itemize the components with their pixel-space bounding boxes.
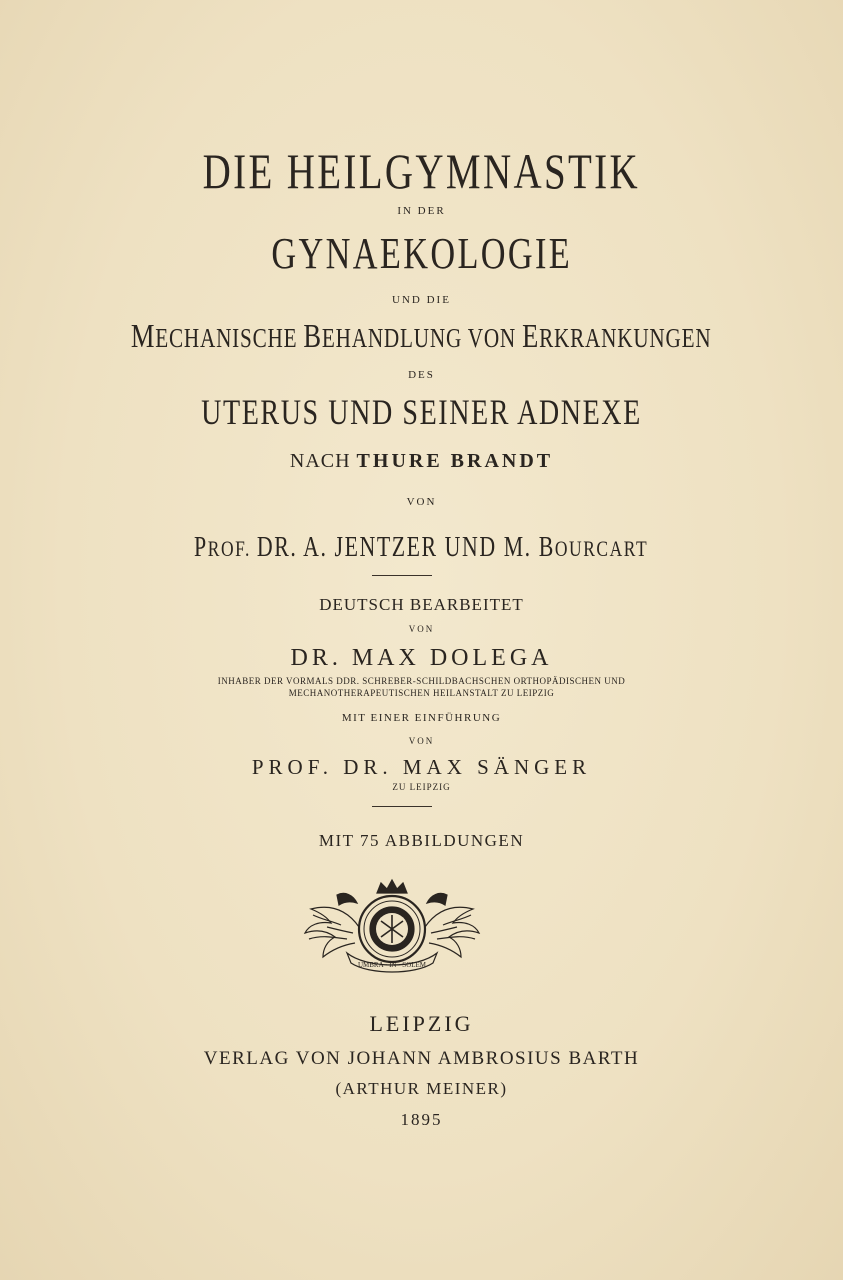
divider-rule (372, 806, 432, 807)
authors-part: ROF. (208, 536, 258, 561)
introduction-author: PROF. DR. MAX SÄNGER (251, 755, 592, 779)
initial-m: M (131, 318, 156, 355)
title-line-4: UTERUS UND SEINER ADNEXE (201, 392, 642, 432)
initial-e: E (522, 318, 540, 355)
deutsch-bearbeitet: DEUTSCH BEARBEITET (319, 595, 524, 614)
brandt-name: THURE BRANDT (356, 450, 554, 472)
divider-rule (372, 575, 432, 576)
von-label: VON (406, 496, 437, 508)
initial-p: P (194, 532, 209, 563)
title-line-3-part: RKRANKUNGEN (539, 323, 712, 353)
initial-b: B (303, 318, 323, 355)
publisher-city: LEIPZIG (369, 1011, 474, 1036)
title-line-3-part: EHANDLUNG VON (322, 323, 523, 353)
title-brandt (0, 451, 843, 471)
authors-part: DR. A. JENTZER UND M. (257, 532, 540, 563)
editor-affiliation-line-1: INHABER DER VORMALS DDR. SCHREBER-SCHILDBACHSCHEN ORTHOPÄDISCHEN UND (217, 676, 626, 686)
publication-year: 1895 (400, 1110, 443, 1129)
und-die-label: UND DIE (392, 294, 451, 306)
authors (0, 534, 843, 562)
editor-von-label: VON (408, 624, 435, 634)
title-mechanische (0, 320, 843, 354)
title-line-2: GYNAEKOLOGIE (271, 229, 572, 278)
introduction-place: ZU LEIPZIG (392, 782, 451, 792)
title-line-1: DIE HEILGYMNASTIK (202, 143, 641, 199)
title-main (0, 143, 843, 199)
illustrations-count: MIT 75 ABBILDUNGEN (318, 831, 525, 850)
publisher-owner: (ARTHUR MEINER) (335, 1079, 508, 1098)
authors-part: OURCART (555, 536, 649, 561)
title-line-3-part: ECHANISCHE (155, 323, 304, 353)
in-der-label: IN DER (397, 205, 446, 217)
device-motto: UMBRA · IN · SOLEM (357, 961, 427, 969)
title-gynaekologie (0, 229, 843, 278)
editor-affiliation-line-2: MECHANOTHERAPEUTISCHEN HEILANSTALT ZU LEIPZIG (288, 688, 555, 698)
initial-b: B (539, 532, 556, 563)
title-line-3 (131, 320, 712, 354)
title-uterus (0, 394, 843, 430)
introduction-von-label: VON (408, 736, 435, 746)
des-label: DES (408, 369, 435, 381)
introduction-label: MIT EINER EINFÜHRUNG (341, 712, 502, 724)
publisher-name: VERLAG VON JOHANN AMBROSIUS BARTH (203, 1048, 640, 1069)
editor-name: DR. MAX DOLEGA (290, 645, 553, 671)
nach-label: NACH (289, 450, 357, 472)
publisher-device-icon (297, 877, 487, 977)
authors-line (194, 534, 648, 562)
